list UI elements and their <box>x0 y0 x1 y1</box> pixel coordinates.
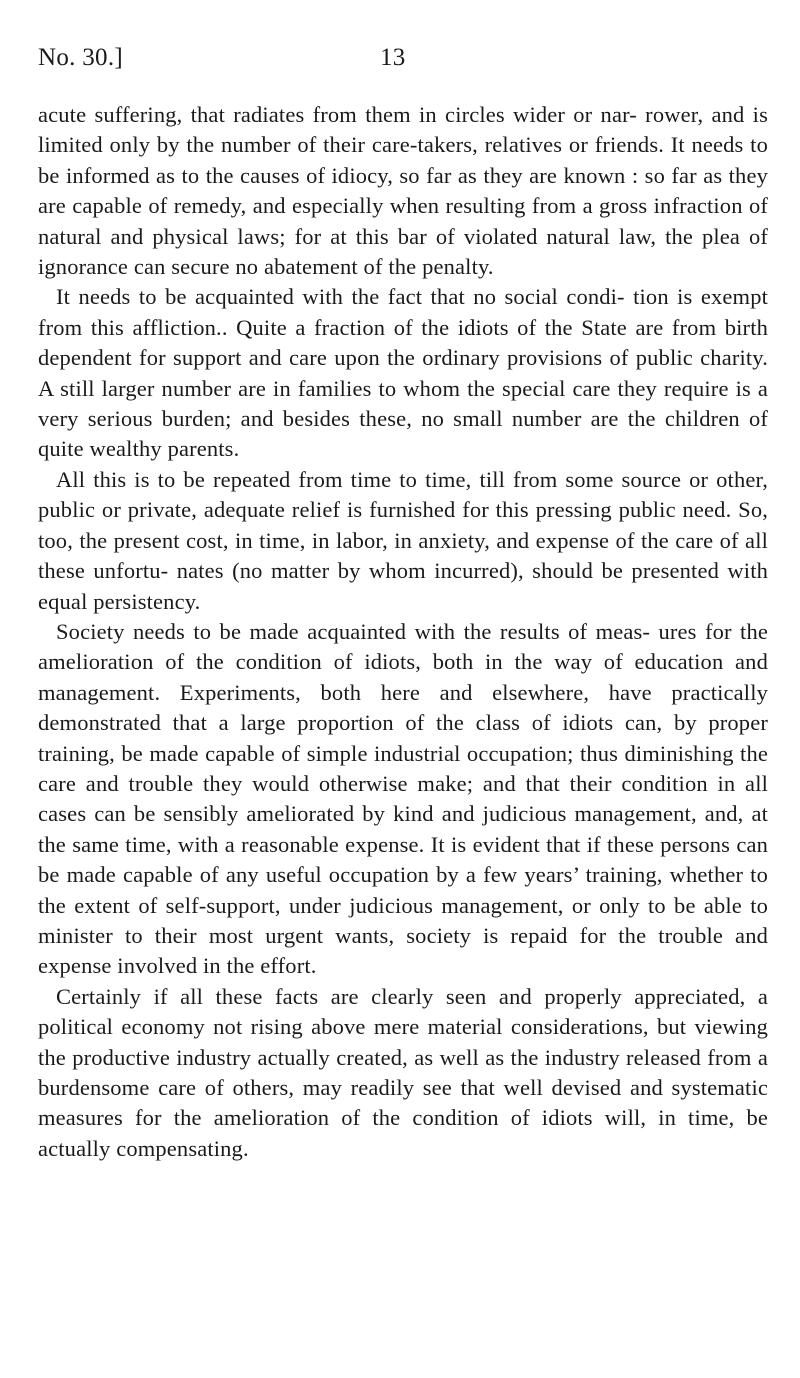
paragraph-social-condition: It needs to be acquainted with the fact that no social condi- tion is exempt from this affliction.. Quite a fraction of the idiots of the State are from birth dependent for support and care upon the ordinary provisions of public charity. A still larger number are in families to whom the special care they require is a very serious burden; and besides these, no small number are the children of quite wealthy parents. <box>38 284 768 462</box>
paragraph-amelioration: Society needs to be made acquainted with the results of meas- ures for the amelioration of the condition of idiots, both in the way of education and management. Experiments, both here and elsewhere, have practically demonstrated that a large proportion of the class of idiots can, by proper training, be made capable of simple industrial occupation; thus diminishing the care and trouble they would otherwise make; and that their condition in all cases can be sensibly ameliorated by kind and judicious management, and, at the same time, with a reasonable expense. It is evident that if these persons can be made capable of any useful occupation by a few years’ training, whether to the extent of self-support, under judicious management, or only to be able to minister to their most urgent wants, society is repaid for the trouble and expense involved in the effort. <box>38 618 768 979</box>
body-text <box>38 100 768 1164</box>
document-page <box>38 44 768 1164</box>
series-label: No. 30.] <box>38 44 124 71</box>
paragraph-continuation: acute suffering, that radiates from them in circles wider or nar- rower, and is limited only by the number of their care-takers, relatives or friends. It needs to be informed as to the causes of idiocy, so far as they are known : so far as they are capable of remedy, and especially when resulting from a gross infraction of natural and physical laws; for at this bar of violated natural law, the plea of ignorance can secure no abatement of the penalty. <box>38 102 768 280</box>
paragraph-political-economy: Certainly if all these facts are clearly seen and properly appreciated, a political economy not rising above mere material considerations, but viewing the productive industry actually created, as well as the industry released from a burdensome care of others, may readily see that well devised and systematic measures for the amelioration of the condition of idiots will, in time, be actually compensating. <box>38 983 768 1161</box>
page-number: 13 <box>380 44 406 71</box>
running-header <box>38 44 768 80</box>
paragraph-repeated: All this is to be repeated from time to time, till from some source or other, public or private, adequate relief is furnished for this pressing public need. So, too, the present cost, in time, in labor, in anxiety, and expense of the care of all these unfortu- nates (no matter by whom incurred), should be presented with equal persistency. <box>38 466 768 614</box>
